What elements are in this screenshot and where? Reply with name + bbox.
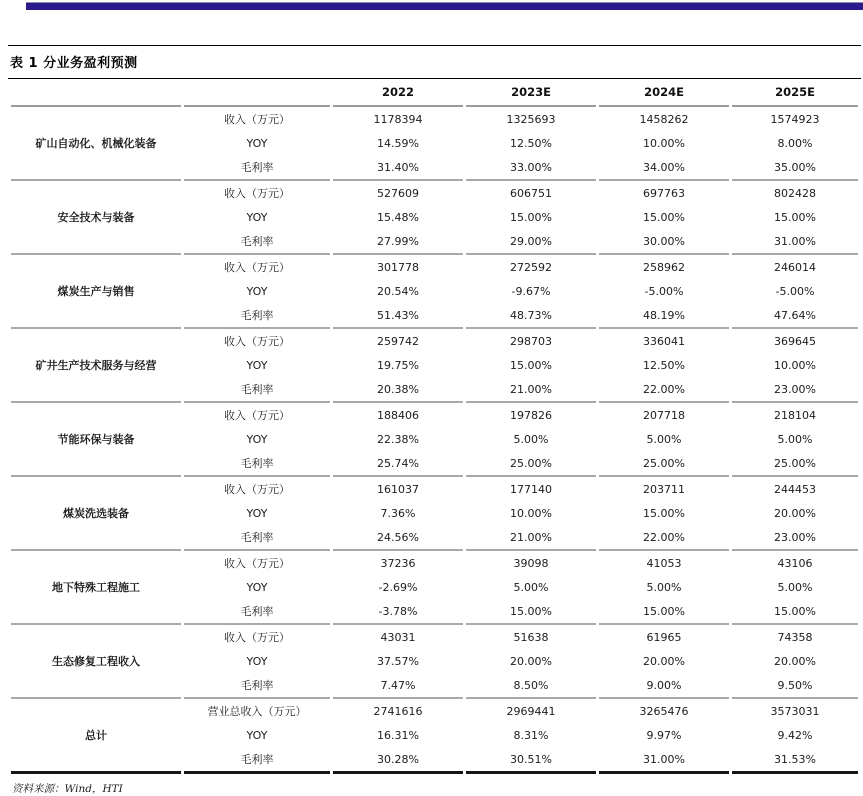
value-cell: 19.75%	[377, 358, 419, 372]
value-cell: 527609	[377, 186, 419, 200]
value-cell: 31.00%	[732, 229, 858, 255]
value-cell: 20.00%	[774, 654, 816, 668]
metric-cell: YOY	[246, 654, 268, 668]
metric-cell: 收入（万元）	[224, 335, 290, 348]
value-cell: 3573031	[770, 704, 820, 718]
metric-cell: 毛利率	[184, 229, 330, 255]
value-cell: 12.50%	[643, 358, 685, 372]
value-cell: 258962	[643, 260, 685, 274]
value-cell: 15.00%	[643, 506, 685, 520]
table-row	[11, 329, 858, 353]
metric-cell: 收入（万元）	[224, 557, 290, 570]
table-body	[11, 107, 858, 774]
value-cell: 39098	[513, 556, 549, 570]
value-cell: 197826	[510, 408, 552, 422]
value-cell: -5.00%	[775, 284, 815, 298]
value-cell: 301778	[377, 260, 419, 274]
metric-cell: 收入（万元）	[224, 261, 290, 274]
value-cell: 5.00%	[777, 432, 813, 446]
metric-cell: YOY	[246, 210, 268, 224]
value-cell: 20.00%	[510, 654, 552, 668]
value-cell: 8.31%	[513, 728, 549, 742]
metric-cell: YOY	[246, 580, 268, 594]
value-cell: 1178394	[373, 112, 423, 126]
value-cell: 203711	[643, 482, 685, 496]
value-cell: 48.73%	[466, 303, 596, 329]
value-cell: 31.00%	[599, 747, 729, 774]
value-cell: 12.50%	[510, 136, 552, 150]
value-cell: 30.28%	[333, 747, 463, 774]
year-column-header: 2023E	[466, 79, 596, 107]
segment-cell: 矿井生产技术服务与经营	[11, 329, 181, 403]
metric-cell: 毛利率	[184, 377, 330, 403]
table-row	[11, 181, 858, 205]
metric-cell: YOY	[246, 284, 268, 298]
value-cell: 244453	[774, 482, 816, 496]
value-cell: 9.42%	[777, 728, 813, 742]
table-title: 表 1 分业务盈利预测	[8, 45, 861, 79]
table-row	[11, 699, 858, 723]
metric-cell: 收入（万元）	[224, 409, 290, 422]
value-cell: 41053	[646, 556, 682, 570]
value-cell: -3.78%	[333, 599, 463, 625]
value-cell: 31.40%	[333, 155, 463, 181]
value-cell: 25.00%	[599, 451, 729, 477]
value-cell: 30.00%	[599, 229, 729, 255]
value-cell: 10.00%	[643, 136, 685, 150]
value-cell: 43106	[777, 556, 813, 570]
value-cell: 9.50%	[732, 673, 858, 699]
value-cell: 1458262	[639, 112, 689, 126]
metric-cell: YOY	[246, 506, 268, 520]
value-cell: 606751	[510, 186, 552, 200]
segment-cell: 矿山自动化、机械化装备	[11, 107, 181, 181]
value-cell: 25.00%	[466, 451, 596, 477]
value-cell: 697763	[643, 186, 685, 200]
table-section	[8, 45, 861, 796]
segment-cell: 安全技术与装备	[11, 181, 181, 255]
value-cell: 47.64%	[732, 303, 858, 329]
table-row	[11, 477, 858, 501]
value-cell: 15.48%	[377, 210, 419, 224]
value-cell: 802428	[774, 186, 816, 200]
value-cell: 9.00%	[599, 673, 729, 699]
value-cell: 15.00%	[510, 210, 552, 224]
value-cell: 22.00%	[599, 525, 729, 551]
year-header-row	[11, 79, 858, 107]
value-cell: 33.00%	[466, 155, 596, 181]
value-cell: 2741616	[373, 704, 423, 718]
value-cell: 1574923	[770, 112, 820, 126]
value-cell: 15.00%	[599, 599, 729, 625]
value-cell: 15.00%	[774, 210, 816, 224]
value-cell: 9.97%	[646, 728, 682, 742]
value-cell: 177140	[510, 482, 552, 496]
metric-cell: 毛利率	[184, 303, 330, 329]
value-cell: 21.00%	[466, 525, 596, 551]
table-row	[11, 551, 858, 575]
metric-cell: 收入（万元）	[224, 187, 290, 200]
table-row	[11, 403, 858, 427]
value-cell: 37236	[380, 556, 416, 570]
value-cell: 369645	[774, 334, 816, 348]
value-cell: 161037	[377, 482, 419, 496]
table-row	[11, 625, 858, 649]
value-cell: 3265476	[639, 704, 689, 718]
value-cell: -5.00%	[644, 284, 684, 298]
value-cell: 23.00%	[732, 525, 858, 551]
value-cell: 8.50%	[466, 673, 596, 699]
value-cell: 188406	[377, 408, 419, 422]
value-cell: 15.00%	[466, 599, 596, 625]
value-cell: -9.67%	[511, 284, 551, 298]
top-accent-bar	[26, 2, 863, 10]
table-row	[11, 255, 858, 279]
value-cell: 246014	[774, 260, 816, 274]
value-cell: 218104	[774, 408, 816, 422]
value-cell: 23.00%	[732, 377, 858, 403]
metric-cell: 毛利率	[184, 525, 330, 551]
metric-cell: 毛利率	[184, 747, 330, 774]
value-cell: 15.00%	[643, 210, 685, 224]
metric-cell: 收入（万元）	[224, 113, 290, 126]
metric-cell: 毛利率	[184, 673, 330, 699]
value-cell: 2969441	[506, 704, 556, 718]
value-cell: 30.51%	[466, 747, 596, 774]
segment-cell: 生态修复工程收入	[11, 625, 181, 699]
value-cell: 14.59%	[377, 136, 419, 150]
value-cell: 8.00%	[777, 136, 813, 150]
segment-cell: 煤炭生产与销售	[11, 255, 181, 329]
segment-column-header	[11, 79, 181, 107]
value-cell: 20.38%	[333, 377, 463, 403]
value-cell: 336041	[643, 334, 685, 348]
value-cell: 51638	[513, 630, 549, 644]
value-cell: 5.00%	[513, 432, 549, 446]
value-cell: 25.00%	[732, 451, 858, 477]
value-cell: 29.00%	[466, 229, 596, 255]
value-cell: 34.00%	[599, 155, 729, 181]
metric-cell: 收入（万元）	[224, 631, 290, 644]
year-column-header: 2024E	[599, 79, 729, 107]
value-cell: 22.00%	[599, 377, 729, 403]
value-cell: 10.00%	[774, 358, 816, 372]
metric-cell: YOY	[246, 358, 268, 372]
value-cell: 61965	[646, 630, 682, 644]
value-cell: 10.00%	[510, 506, 552, 520]
metric-cell: YOY	[246, 728, 268, 742]
segment-forecast-table	[8, 79, 861, 774]
value-cell: 259742	[377, 334, 419, 348]
value-cell: 22.38%	[377, 432, 419, 446]
value-cell: 15.00%	[732, 599, 858, 625]
value-cell: 20.00%	[643, 654, 685, 668]
year-column-header: 2022	[333, 79, 463, 107]
value-cell: 15.00%	[510, 358, 552, 372]
metric-cell: 收入（万元）	[224, 483, 290, 496]
value-cell: 298703	[510, 334, 552, 348]
value-cell: 51.43%	[333, 303, 463, 329]
value-cell: 35.00%	[732, 155, 858, 181]
source-note: 资料来源：Wind，HTI	[12, 783, 123, 795]
segment-cell: 煤炭洗选装备	[11, 477, 181, 551]
value-cell: 272592	[510, 260, 552, 274]
value-cell: 74358	[777, 630, 813, 644]
value-cell: 20.54%	[377, 284, 419, 298]
value-cell: 24.56%	[333, 525, 463, 551]
value-cell: 1325693	[506, 112, 556, 126]
value-cell: 31.53%	[732, 747, 858, 774]
segment-cell: 节能环保与装备	[11, 403, 181, 477]
segment-cell: 地下特殊工程施工	[11, 551, 181, 625]
value-cell: 207718	[643, 408, 685, 422]
value-cell: 27.99%	[333, 229, 463, 255]
value-cell: 5.00%	[513, 580, 549, 594]
metric-cell: YOY	[246, 136, 268, 150]
value-cell: 5.00%	[646, 432, 682, 446]
value-cell: -2.69%	[378, 580, 418, 594]
value-cell: 48.19%	[599, 303, 729, 329]
metric-cell: YOY	[246, 432, 268, 446]
metric-column-header	[184, 79, 330, 107]
segment-cell: 总计	[11, 699, 181, 774]
value-cell: 37.57%	[377, 654, 419, 668]
metric-cell: 毛利率	[184, 155, 330, 181]
metric-cell: 营业总收入（万元）	[207, 705, 307, 718]
table-row	[11, 107, 858, 131]
value-cell: 7.36%	[380, 506, 416, 520]
year-column-header: 2025E	[732, 79, 858, 107]
value-cell: 21.00%	[466, 377, 596, 403]
metric-cell: 毛利率	[184, 451, 330, 477]
value-cell: 7.47%	[333, 673, 463, 699]
value-cell: 20.00%	[774, 506, 816, 520]
value-cell: 5.00%	[646, 580, 682, 594]
value-cell: 25.74%	[333, 451, 463, 477]
metric-cell: 毛利率	[184, 599, 330, 625]
value-cell: 16.31%	[377, 728, 419, 742]
value-cell: 5.00%	[777, 580, 813, 594]
value-cell: 43031	[380, 630, 416, 644]
